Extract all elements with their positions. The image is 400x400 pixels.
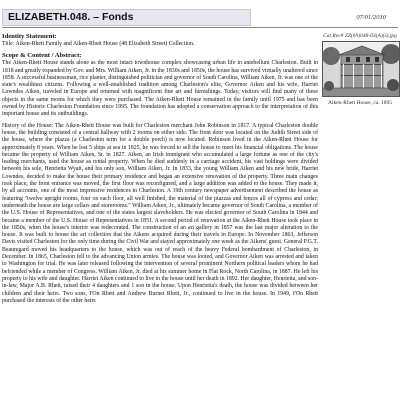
identity-heading: Identity Statement: (2, 33, 57, 40)
image-caption: Aiken-Rhett House, ca. 1895 (328, 100, 392, 106)
scope-heading: Scope & Content / Abstract: (2, 52, 82, 60)
collection-title: Title: Aiken-Rhett Family and Aiken-Rhett House (48 Elizabeth Street) Collection. (2, 41, 195, 47)
title-bar (2, 9, 251, 26)
record-content (2, 33, 318, 400)
page-title: ELIZABETH.048. – Fonds (8, 11, 134, 23)
scope-abstract: The Aiken-Rhett House stands alone as the most intact townhouse complex showcasing urban life in antebellum Charleston. Built in 1818 and greatly expanded by Gov. and Mrs. William Aiken, Jr. in the 1830s and 1850s, the house has survived virtually unaltered since 1858. A successful businessman, rice planter, distinguished politician and governor of South Carolina, William Aiken, Jr. was one of the state's wealthiest citizens. Following a well-established tradition among Charleston's elite, Governor Aiken and his wife, Harriet Lowndes Aiken, traveled in Europe and returned with magnificent fine art and furnishings. Today, visitors will find many of these objects in the same rooms for which they were purchased. The Aiken-Rhett House remained in the family until 1975 and has been owned by Historic Charleston Foundation since 1995. The foundation has adopted a conservation approach to the interpretation of this important house and its outbuildings. (2, 60, 318, 118)
record-date: 07/01/2010 (356, 14, 386, 21)
house-photo[interactable] (322, 41, 400, 97)
header-divider (2, 27, 398, 28)
document-header (0, 0, 400, 31)
image-filename: Cat Rec# ZZ(69)048-03(A)(s).jpg (323, 33, 397, 39)
image-panel (322, 33, 398, 107)
house-photo-illustration (323, 42, 399, 96)
house-history: History of the House: The Aiken-Rhett House was built for Charleston merchant John Robinson in 1817. A typical Charleston double house, the building consisted of a central hallway with 2 rooms on either side. The front door was located on the Judith Street side of the house, where the piazza (a Charleston term for a double porch) is now located. Robinson lived in the Aiken-Rhett House for approximately 8 years. When he lost 5 ships at sea in 1825, he was forced to sell the house to meet his financial obligations. The house became the property of William Aiken, Sr. in 1827. Aiken, an Irish immigrant who accumulated a large fortune as one of the city's leading merchants, used the house as rental property. When he died suddenly in a carriage accident, his vast holdings were divided between his sole, Henrietta Wyatt, and his only son, William Aiken, Jr. In 1833, the young William Aiken and his new bride, Harriet Lowndes, decided to make the house their primary residence and began an extensive renovation of the property. Three main changes took place; the front entrance was moved, the first floor was reconfigured, and a large addition was added to the house. They made it, by all accounts, one of the most impressive residences in Charleston. A 19th century newspaper advertisement described the house as featuring "twelve upright rooms, four on each floor, all well finished, the material of the piazzas and fences all of cypress and cedar; underneath the house are large cellars and storerooms." William Aiken, Jr., ultimately became governor of South Carolina, a member of the U.S. House of Representatives, and one of the states largest slaveholders. He was elected governor of South Carolina in 1844 and became a member of the U.S. House of Representatives in 1851. A second period of renovation at the Aiken-Rhett House took place in the 1850s, when the house's interior was redecorated. The construction of an art gallery in 1857 was the last major alteration to the house. It was built to house the art collection that the Aikens acquired during their travels in Europe. In November 1863, Jefferson Davis visited Charleston for the only time during the Civil War and stayed approximately one week as the Aikens' guest. General P.G.T. Beauregard moved his headquarters to the house, which was out of reach of the heavy Federal bombardment of Charleston, in December. In 1865, Charleston fell to the advancing Union armies. The house was looted, and Governor Aiken was arrested and taken to Washington for trial. He was later released following the intervention of several prominent Northern political leaders whom he had befriended while a member of Congress. William Aiken, Jr. died at his summer home in Flat Rock, North Carolina, in 1887. He left his property to his wife and daughter. Harriet Aiken continued to live in the house until her death in 1892. Her daughter, Henrietta, and son-in-law, Major A.B. Rhett, raised their 4 daughters and 1 son in the house. Upon Henrietta's death, the house was divided between her children and their heirs. Two sons, I'On Rhett and Andrew Burnet Rhett, Jr., continued to live in the house. In 1949, I'On Rhett purchased the interests of the other heirs (2, 122, 318, 304)
